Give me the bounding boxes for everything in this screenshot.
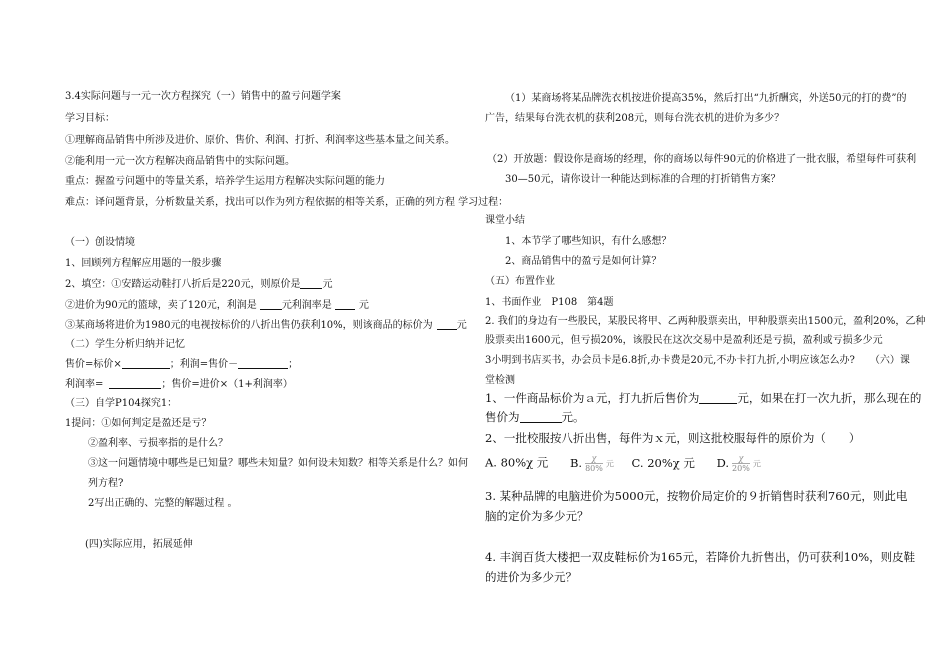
question-3-cont: 列方程? bbox=[88, 478, 124, 489]
answer-blank[interactable] bbox=[109, 377, 161, 389]
option-a[interactable]: A. 80%χ 元 bbox=[485, 455, 549, 470]
formula-2b: ；售价=进价×（1+利润率） bbox=[161, 379, 293, 390]
formula-line-2 bbox=[65, 377, 293, 391]
summary-item-2: 2、商品销售中的盈亏是如何计算？ bbox=[505, 256, 662, 267]
fraction-x-over-20 bbox=[732, 454, 750, 473]
test-1-line-1 bbox=[485, 391, 921, 406]
option-d-unit: 元 bbox=[752, 459, 761, 469]
fraction-numerator: χ bbox=[732, 454, 750, 464]
test-1-text-d: 元。 bbox=[561, 410, 585, 424]
problem-1-line-2: 广告，结果每台洗衣机的获利208元，则每台洗衣机的进价为多少？ bbox=[485, 113, 785, 124]
option-b-unit: 元 bbox=[605, 459, 614, 469]
section-2-heading: （二）学生分析归纳并记忆 bbox=[65, 339, 185, 350]
item-2 bbox=[65, 277, 332, 291]
fraction-denominator: 80% bbox=[585, 464, 603, 473]
goal-1: ①理解商品销售中所涉及进价、原价、售价、利润、打折、利润率这些基本量之间关系。 bbox=[65, 135, 455, 146]
homework-3: 3小明到书店买书，办会员卡是6.8折,办卡费是20元,不办卡打九折,小明应该怎么办? （六）课 bbox=[485, 355, 910, 366]
answer-blank[interactable] bbox=[260, 298, 282, 310]
formula-line-1 bbox=[65, 357, 298, 371]
worksheet-title: 3.4实际问题与一元一次方程探究（一）销售中的盈亏问题学案 bbox=[65, 91, 341, 102]
item-2c-unit: 元 bbox=[456, 320, 467, 331]
answer-blank[interactable] bbox=[300, 277, 322, 289]
formula-1a: 售价=标价× bbox=[65, 359, 122, 370]
answer-blank[interactable] bbox=[238, 357, 288, 369]
problem-2-line-1: （2）开放题：假设你是商场的经理，你的商场以每件90元的价格进了一批衣服，希望每件可获利 bbox=[487, 154, 917, 165]
item-2c bbox=[65, 318, 467, 332]
fraction-numerator: χ bbox=[585, 454, 603, 464]
answer-blank[interactable] bbox=[437, 318, 457, 330]
section-1-heading: （一）创设情境 bbox=[65, 237, 135, 248]
test-1-text-c: 售价为 bbox=[485, 410, 520, 424]
homework-1: 1、书面作业 P108 第4题 bbox=[485, 297, 614, 308]
item-2-text: 2、填空：①安踏运动鞋打八折后是220元，则原价是 bbox=[65, 279, 301, 290]
fraction-x-over-80 bbox=[585, 454, 603, 473]
test-1-text-b: 元，如果在打一次九折，那么现在的 bbox=[737, 391, 922, 405]
test-3-line-1: 3. 某种品牌的电脑进价为5000元，按物价局定价的９折销售时获利760元，则此电 bbox=[485, 489, 908, 503]
section-4-heading: (四)实际应用，拓展延伸 bbox=[85, 539, 193, 550]
fraction-denominator: 20% bbox=[732, 464, 750, 473]
formula-2a: 利润率= bbox=[65, 379, 104, 390]
summary-heading: 课堂小结 bbox=[485, 215, 525, 226]
answer-blank[interactable] bbox=[699, 392, 737, 404]
homework-2-line-1: 2. 我们的身边有一些股民，某股民将甲、乙两种股票卖出，甲种股票卖出1500元，盈利20%，乙种 bbox=[485, 316, 926, 327]
answer-blank[interactable] bbox=[520, 411, 562, 423]
item-2b-text-a: ②进价为90元的篮球，卖了120元，利润是 bbox=[65, 300, 257, 311]
formula-1b: ；利润=售价－ bbox=[169, 359, 239, 370]
homework-2-line-2: 股票卖出1600元，但亏损20%，该股民在这次交易中是盈利还是亏损，盈利或亏损多少元 bbox=[485, 335, 883, 346]
option-c[interactable]: C. 20%χ 元 bbox=[631, 455, 695, 470]
answer-blank[interactable] bbox=[122, 357, 170, 369]
item-2b bbox=[65, 298, 369, 312]
item-1: 1、回顾列方程解应用题的一般步骤 bbox=[65, 258, 222, 269]
test-2-question: 2、一批校服按八折出售，每件为ｘ元，则这批校服每件的原价为（ ） bbox=[485, 431, 861, 445]
test-2-options bbox=[485, 454, 761, 478]
test-heading: 堂检测 bbox=[485, 375, 515, 386]
summary-item-1: 1、本节学了哪些知识，有什么感想？ bbox=[505, 236, 672, 247]
test-3-line-2: 脑的定价为多少元？ bbox=[485, 509, 589, 523]
question-4: 2写出正确的、完整的解题过程 。 bbox=[88, 498, 238, 509]
key-point: 重点：握盈亏问题中的等量关系，培养学生运用方程解决实际问题的能力 bbox=[65, 176, 385, 187]
section-5-heading: （五）布置作业 bbox=[485, 276, 555, 287]
problem-2-line-2: 30—50元，请你设计一种能达到标准的合理的打折销售方案？ bbox=[505, 174, 781, 185]
option-b-label[interactable]: B. bbox=[569, 455, 583, 470]
item-2c-text: ③某商场将进价为1980元的电视按标价的八折出售仍获利10%，则该商品的标价为 bbox=[65, 320, 433, 331]
option-d-label[interactable]: D. bbox=[716, 455, 730, 470]
question-1: 1提问：①如何判定是盈还是亏？ bbox=[65, 418, 212, 429]
item-2-unit: 元 bbox=[322, 279, 333, 290]
question-2: ②盈利率、亏损率指的是什么？ bbox=[88, 438, 228, 449]
goal-2: ②能利用一元一次方程解决商品销售中的实际问题。 bbox=[65, 156, 295, 167]
test-4-line-1: 4. 丰润百货大楼把一双皮鞋标价为165元，若降价九折售出，仍可获利10%，则皮鞋 bbox=[485, 550, 916, 564]
question-3: ③这一问题情境中哪些是已知量？哪些未知量？如何设未知数？相等关系是什么？如何 bbox=[88, 458, 468, 469]
item-2b-text-c: 元 bbox=[358, 300, 369, 311]
test-4-line-2: 的进价为多少元？ bbox=[485, 570, 577, 584]
test-1-line-2 bbox=[485, 410, 585, 425]
section-3-heading: （三）自学P104探究1： bbox=[65, 398, 178, 409]
answer-blank[interactable] bbox=[335, 298, 355, 310]
problem-1-line-1: （1）某商场将某品牌洗衣机按进价提高35%，然后打出“九折酬宾，外送50元的打的费”的 bbox=[505, 93, 907, 104]
goals-heading: 学习目标： bbox=[65, 113, 115, 124]
difficulty: 难点：译问题背景，分析数量关系，找出可以作为列方程依据的相等关系，正确的列方程 学习过程： bbox=[65, 197, 509, 208]
formula-1c: ； bbox=[288, 359, 299, 370]
test-1-text-a: 1、一件商品标价为ａ元，打九折后售价为 bbox=[485, 391, 700, 405]
item-2b-text-b: 元利润率是 bbox=[281, 300, 332, 311]
